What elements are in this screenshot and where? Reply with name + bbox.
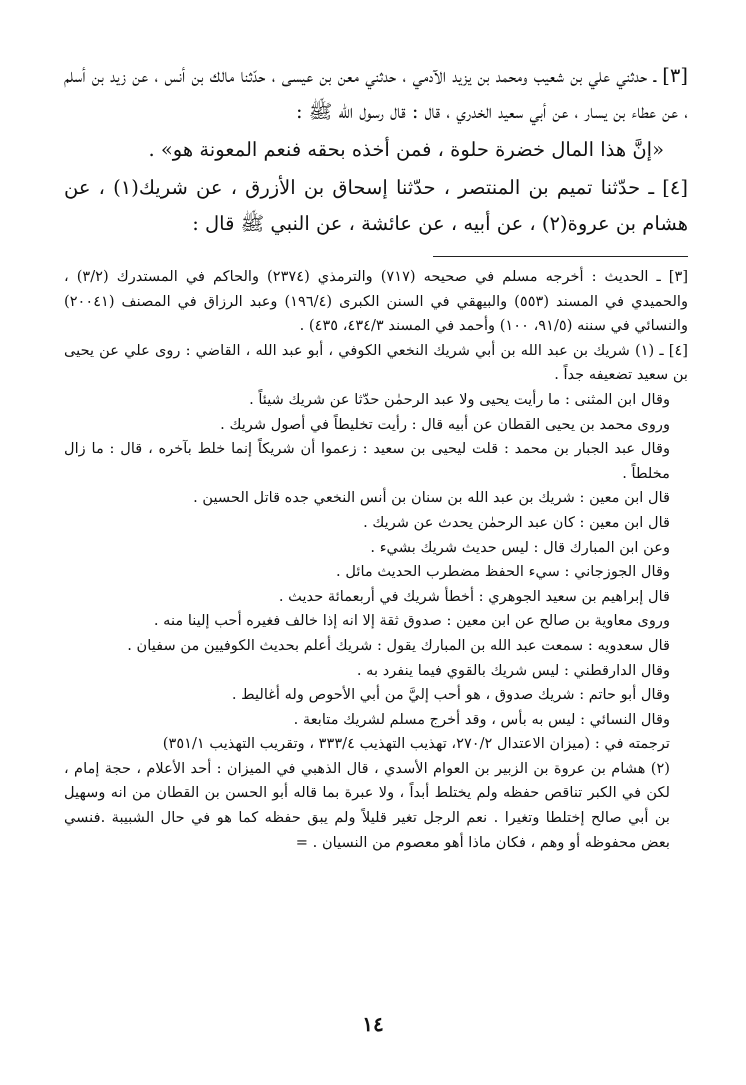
hadith-4-isnad: [٤] ـ حدّثنا تميم بن المنتصر ، حدّثنا إسحاق بن الأزرق ، عن شريك(١) ، عن هشام بن عروة(٢) ، عن أبيه ، عن عائشة ، عن النبي ﷺ قال : [64,176,689,235]
footnote-biography-sources: ترجمته في : (ميزان الاعتدال ٢٧٠/٢، تهذيب التهذيب ٣٣٣/٤ ، وتقريب التهذيب ٣٥١/١) [162,735,670,753]
footnote-line: وقال أبو حاتم : شريك صدوق ، هو أحب إليَّ من أبي الأحوص وله أغاليط . [231,686,670,704]
footnote-line: وقال ابن المثنى : ما رأيت يحيى ولا عبد الرحمٰن حدّثا عن شريك شيئاً . [249,390,670,408]
footnote-line: قال سعدويه : سمعت عبد الله بن المبارك يقول : شريك أعلم بحديث الكوفيين من سفيان . [127,636,670,654]
footnote-line: وروى معاوية بن صالح عن ابن معين : صدوق ثقة إلا انه إذا خالف فغيره أحب إلينا منه . [153,612,670,630]
hadith-3-isnad: [٣] ـ حدثني علي بن شعيب ومحمد بن يزيد الآدمي ، حدثني معن بن عيسى ، حدّثنا مالك بن أنس ، عن زيد بن أسلم ، عن عطاء بن يسار ، عن أبي سعيد الخدري ، قال : قال رسول الله ﷺ : [64,64,688,123]
footnote-line: وقال الدارقطني : ليس شريك بالقوي فيما ينفرد به . [356,661,670,679]
footnote-3: [٣] ـ الحديث : أخرجه مسلم في صحيحه (٧١٧) والترمذي (٢٣٧٤) والحاكم في المستدرك (٣/٢) ، والحميدي في المسند (٥٥٣) والبيهقي في السنن الكبرى (١٩٦/٤) وعبد الرزاق في المصنف (٢٠٠٤١) والنسائي في سننه (٩١/٥، ١٠٠) وأحمد في المسند ٤٣٤/٣، ٤٣٥) . [64,268,689,335]
footnote-line: وقال عبد الجبار بن محمد : قلت ليحيى بن سعيد : زعموا أن شريكاً إنما خلط بآخره ، قال : ما زال مخلطاً . [64,440,670,482]
footnotes [64,265,688,855]
footnote-line: وقال النسائي : ليس به بأس ، وقد أخرج مسلم لشريك متابعة . [293,710,670,728]
footnote-line: وعن ابن المبارك قال : ليس حديث شريك بشيء . [370,538,670,556]
footnote-4-2: (٢) هشام بن عروة بن الزبير بن العوام الأسدي ، قال الذهبي في الميزان : أحد الأعلام ، حجة إمام ، لكن في الكبر تناقص حفظه ولم يختلط أبداً ، ولا عبرة بما قاله أبو الحسن بن القطان من انه وسهيل بن أبي صالح إختلطا وتغيرا . نعم الرجل تغير قليلاً ولم يبق حفظه كما هو في حال الشبيبة .فنسي بعض محفوظه أو وهم ، فكان ماذا أهو معصوم من النسيان . = [64,759,670,851]
footnote-line: قال ابن معين : شريك بن عبد الله بن سنان بن أنس النخعي جده قاتل الحسين . [193,489,670,507]
main-text [64,58,688,242]
hadith-3-text: «إنَّ هذا المال خضرة حلوة ، فمن أخذه بحقه فنعم المعونة هو» . [148,138,664,161]
footnote-separator [433,256,688,257]
footnote-line: وقال الجوزجاني : سيء الحفظ مضطرب الحديث مائل . [336,563,670,581]
footnote-line: وروى محمد بن يحيى القطان عن أبيه قال : رأيت تخليطاً في أصول شريك . [220,415,670,433]
footnote-line: قال ابن معين : كان عبد الرحمٰن يحدث عن شريك . [363,513,670,531]
page-number: ١٤ [362,1012,384,1036]
footnote-4-1: [٤] ـ (١) شريك بن عبد الله بن أبي شريك النخعي الكوفي ، أبو عبد الله ، القاضي : روى علي عن يحيى بن سعيد تضعيفه جداً . [64,341,688,384]
footnote-line: قال إبراهيم بن سعيد الجوهري : أخطأ شريك في أربعمائة حديث . [278,587,670,605]
